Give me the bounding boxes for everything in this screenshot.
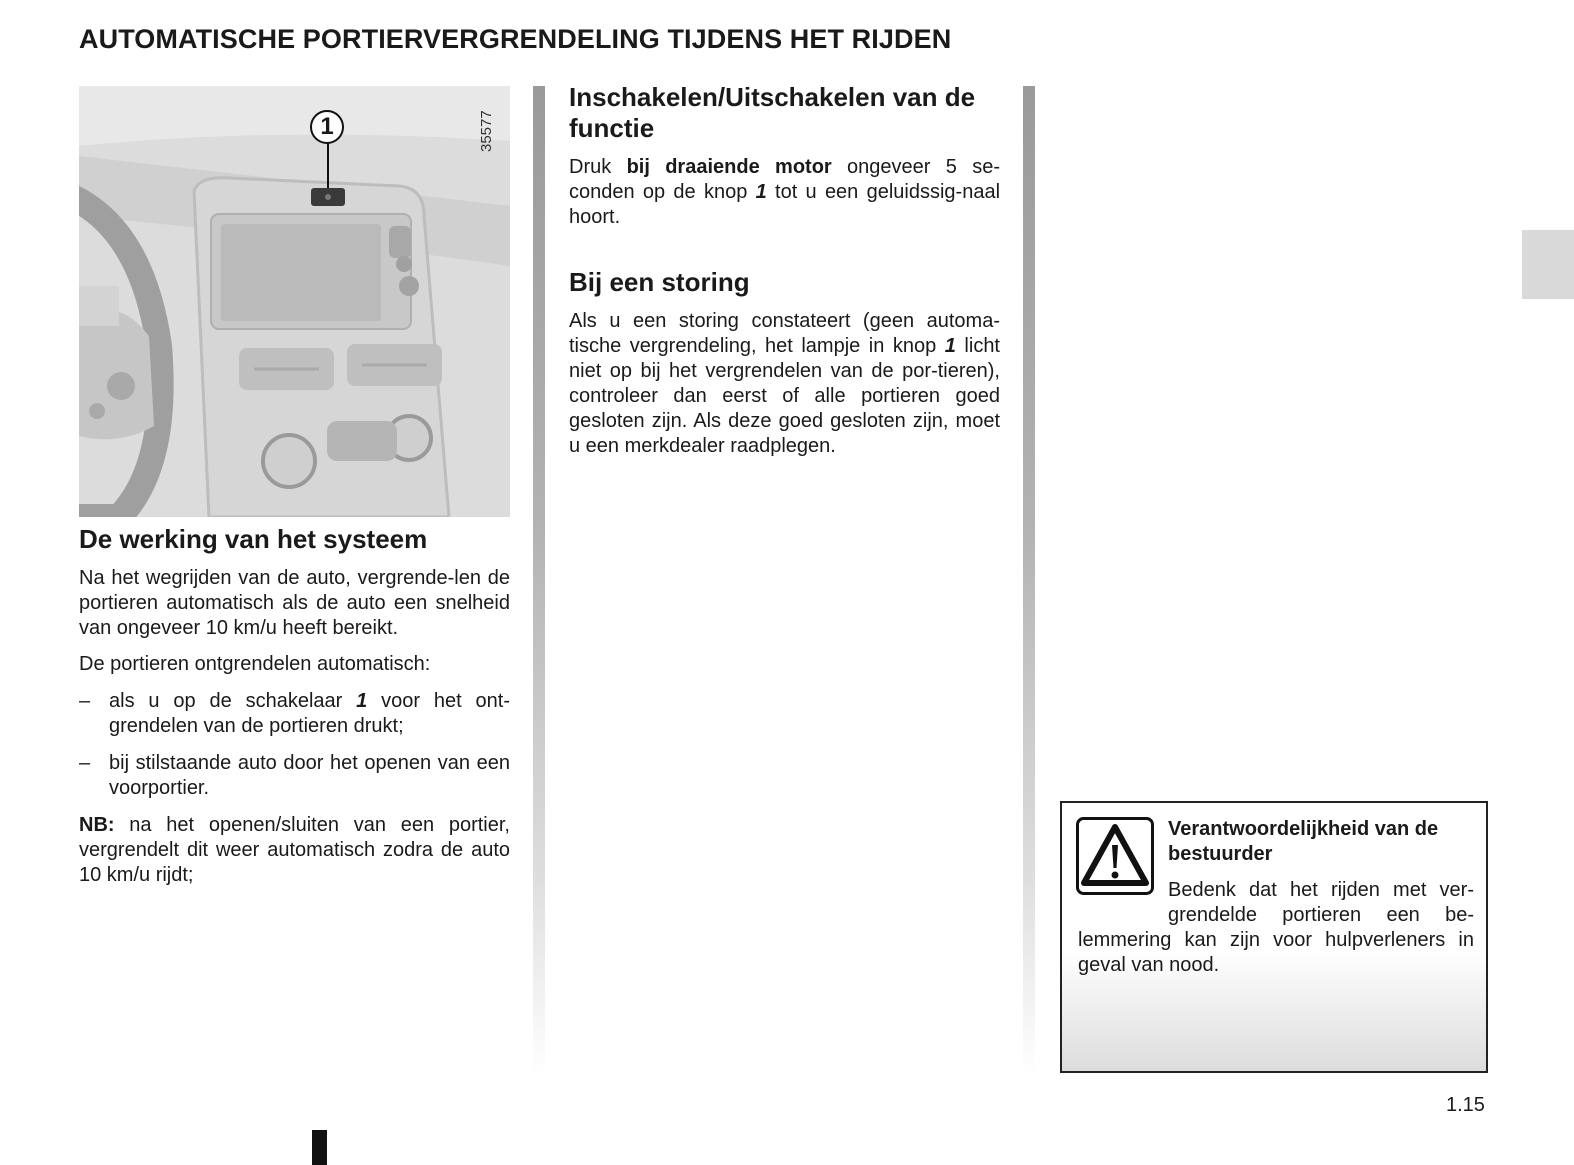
text: ongeveer 5 se-conden op de knop	[569, 156, 1000, 203]
paragraph: De portieren ontgrendelen automatisch:	[79, 653, 431, 675]
warning-body	[1078, 878, 1474, 978]
section-inschakelen	[569, 82, 1000, 459]
warning-text: Bedenk dat het rijden met ver-grendelde portieren een be-lemmering kan zijn voor hulpverleners in geval van nood.	[1078, 879, 1474, 976]
note-label: NB:	[79, 814, 115, 836]
list-dash: –	[79, 752, 91, 774]
warning-box	[1060, 801, 1488, 1073]
paragraph	[569, 309, 1000, 459]
list-text: bij stilstaande auto door het openen van een voorportier.	[109, 752, 510, 799]
paragraph	[569, 155, 1000, 230]
reference-number: 1	[356, 690, 368, 712]
note-paragraph	[79, 813, 510, 888]
section-heading: Inschakelen/Uitschakelen van de functie	[569, 82, 976, 143]
bold-text: bij draaiende motor	[626, 156, 832, 178]
text: Als u een storing constateert (geen automa-tische vergrendeling, het lampje in knop	[569, 310, 1000, 357]
note-text: na het openen/sluiten van een portier, vergrendelt dit weer automatisch zodra de auto 10 km/u rijdt;	[79, 814, 510, 886]
page-title: AUTOMATISCHE PORTIERVERGRENDELING TIJDENS HET RIJDEN	[79, 24, 952, 54]
text: licht niet op bij het vergrendelen van de por-tieren), controleer dan eerst of alle portieren goed gesloten zijn. Als deze goed gesloten zijn, moet u een merkdealer raadplegen.	[569, 335, 1000, 457]
callout-label: 1	[320, 113, 334, 140]
chapter-tab	[1522, 230, 1574, 299]
list-text: voor het ont-grendelen van de portieren drukt;	[109, 690, 511, 737]
paragraph: Na het wegrijden van de auto, vergrende-len de portieren automatisch als de auto een snelheid van ongeveer 10 km/u heeft bereikt.	[79, 567, 510, 639]
list-text: als u op de schakelaar	[109, 690, 357, 712]
warning-title: Verantwoordelijkheid van de bestuurder	[1168, 818, 1439, 865]
list-dash: –	[79, 690, 91, 712]
column-separator-left	[533, 86, 545, 1076]
section-heading: De werking van het systeem	[79, 524, 428, 554]
text: tot u een geluidssig-naal hoort.	[569, 181, 1001, 228]
figure-ref-number: 35577	[478, 110, 495, 152]
reference-number: 1	[944, 335, 956, 357]
page-number: 1.15	[1446, 1094, 1485, 1116]
list-item	[79, 689, 510, 739]
dashboard-photo	[79, 86, 510, 517]
text: Druk	[569, 156, 627, 178]
section-heading: Bij een storing	[569, 267, 750, 297]
crop-mark	[312, 1130, 327, 1165]
callout-1	[310, 110, 344, 144]
reference-number: 1	[755, 181, 767, 203]
section-werking	[79, 524, 510, 888]
column-separator-right	[1023, 86, 1035, 1076]
list-item	[79, 751, 510, 801]
